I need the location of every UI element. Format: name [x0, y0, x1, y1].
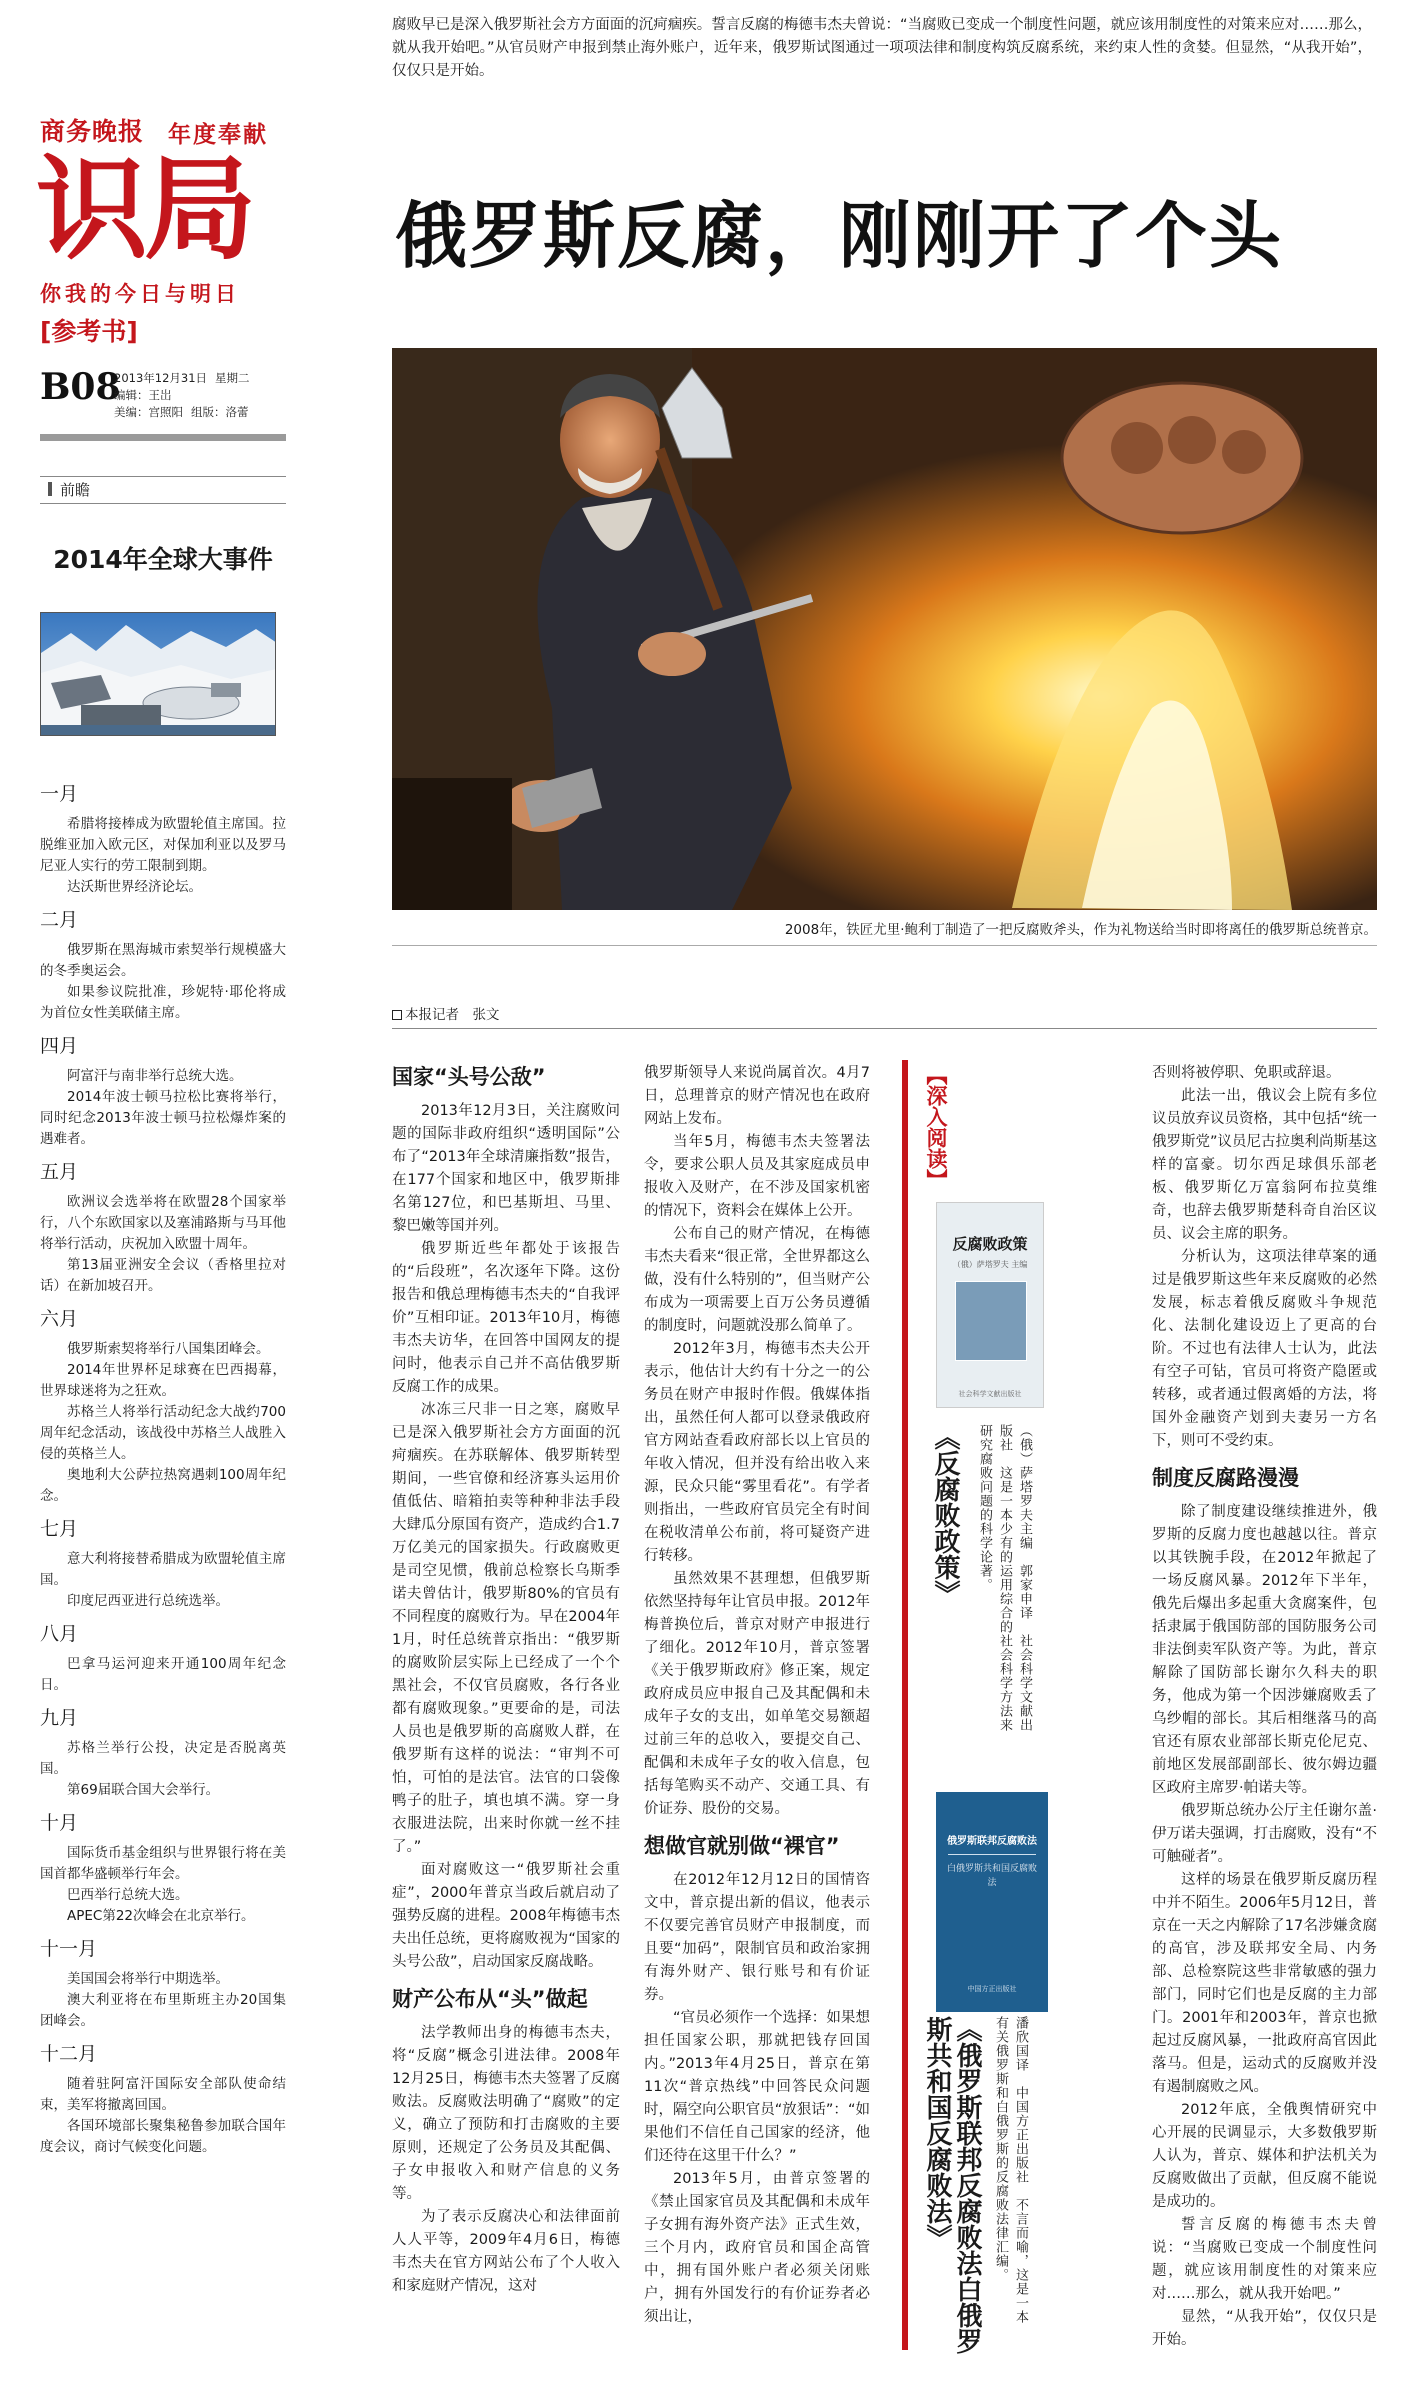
- sidebar-event: 澳大利亚将在布里斯班主办20国集团峰会。: [40, 1992, 286, 2029]
- sidebar-event: 苏格兰举行公投，决定是否脱离英国。: [40, 1740, 286, 1777]
- sidebar-month-heading: 八月: [40, 1623, 79, 1645]
- sidebar-event: 阿富汗与南非举行总统大选。: [67, 1068, 243, 1084]
- book2-cover-publisher: 中国方正出版社: [967, 1985, 1017, 1993]
- proofreader-credit: 组版：洛蕾: [191, 405, 249, 419]
- editor-credit: 编辑：王岀: [114, 388, 172, 402]
- article-paragraph: 2012年3月，梅德韦杰夫公开表示，他估计大约有十分之一的公务员在财产申报时作假。俄媒体指出，虽然任何人都可以登录俄政府官方网站查看政府部长以上官员的年收入情况，但并没有给出收入来源，民众只能“雾里看花”。有学者则指出，一些政府官员完全有时间在税收清单公布前，将可疑资产进行转移。: [644, 1341, 870, 1564]
- sidebar-header-label: 前瞻: [60, 481, 91, 499]
- book-cover-russian-anticorruption-law: [936, 1792, 1048, 2012]
- book1-cover-publisher: 社会科学文献出版社: [958, 1390, 1022, 1398]
- sidebar-month-heading: 一月: [40, 783, 79, 805]
- article-paragraph: 誓言反腐的梅德韦杰夫曾说：“当腐败已变成一个制度性问题，就应该用制度性的对策来应对……那么，就从我开始吧。”: [1152, 2217, 1377, 2302]
- sidebar-month-heading: 十月: [40, 1812, 79, 1834]
- book1-title: 《反腐败政策》: [930, 1424, 960, 1606]
- sidebar-month-heading: 六月: [40, 1308, 79, 1330]
- sidebar-event: 国际货币基金组织与世界银行将在美国首都华盛顿举行年会。: [40, 1845, 286, 1882]
- sidebar-event: 达沃斯世界经济论坛。: [67, 879, 202, 895]
- caption-divider: [392, 945, 1377, 946]
- article-paragraph: 分析认为，这项法律草案的通过是俄罗斯这些年来反腐败的必然发展，标志着俄反腐败斗争规范化、法制化建设迈上了更高的台阶。不过也有法律人士认为，此法有空子可钻，官员可将资产隐匿或转移，或者通过假离婚的方法，将国外金融资产划到夫妻另一方名下，则可不受约束。: [1152, 1249, 1377, 1449]
- article-subheading: 国家“头号公敌”: [392, 1065, 546, 1089]
- book2-title: 《俄罗斯联邦反腐败法白俄罗斯共和国反腐败法》: [922, 2016, 982, 2354]
- article-paragraph: 冰冻三尺非一日之寒，腐败早已是深入俄罗斯社会方方面面的沉疴痼疾。在苏联解体、俄罗斯转型期间，一些官僚和经济寡头运用价值低估、暗箱拍卖等种种非法手段大肆瓜分原国有资产，造成约合1.7万亿美元的国家损失。行政腐败更是司空见惯，俄前总检察长乌斯季诺夫曾估计，俄罗斯80%的官员有不同程度的腐败行为。早在2004年1月，时任总统普京指出：“俄罗斯的腐败阶层实际上已经成了一个个黑社会，不仅官员腐败，各行各业都有腐败现象。”更要命的是，司法人员也是俄罗斯的高腐败人群，在俄罗斯有这样的说法：“审判不可怕，可怕的是法官。法官的口袋像鸭子的肚子，填也填不满。穿一身衣服进法院，出来时你就一丝不挂了。”: [392, 1402, 620, 1855]
- article-paragraph: 面对腐败这一“俄罗斯社会重症”，2000年普京当政后就启动了强势反腐的进程。2008年梅德韦杰夫出任总统，更将腐败视为“国家的头号公敌”，启动国家反腐战略。: [392, 1862, 620, 1970]
- sidebar-event: 如果参议院批准，珍妮特·耶伦将成为首位女性美联储主席。: [40, 984, 286, 1021]
- masthead-divider: [40, 434, 286, 441]
- article-paragraph: 当年5月，梅德韦杰夫签署法令，要求公职人员及其家庭成员申报收入及财产，在不涉及国家机密的情况下，资料会在媒体上公开。: [644, 1134, 870, 1219]
- sidebar-event: 随着驻阿富汗国际安全部队使命结束，美军将撤离回国。: [40, 2076, 286, 2113]
- deep-reading-tag: 【深入阅读】: [924, 1064, 948, 1190]
- article-column-2: [644, 1062, 870, 2329]
- byline: [392, 1003, 500, 1023]
- main-photo: [392, 348, 1377, 910]
- section-tag: [参考书]: [40, 317, 138, 346]
- book1-cover-author: （俄）萨塔罗夫 主编: [952, 1260, 1028, 1269]
- designer-credit: 美编：宫照阳: [114, 405, 183, 419]
- sidebar-month-heading: 四月: [40, 1035, 79, 1057]
- article-paragraph: 此法一出，俄议会上院有多位议员放弃议员资格，其中包括“统一俄罗斯党”议员尼古拉奥利尚斯基这样的富豪。切尔西足球俱乐部老板、俄罗斯亿万富翁阿布拉莫维奇，也辞去俄罗斯楚科奇自治区议员、议会主席的职务。: [1152, 1088, 1378, 1242]
- article-paragraph: 虽然效果不甚理想，但俄罗斯依然坚持每年让官员申报。2012年梅普换位后，普京对财产申报进行了细化。2012年10月，普京签署《关于俄罗斯政府》修正案，规定政府成员应申报自己及其配偶和未成年子女的支出，如单笔交易额超过前三年的总收入，要提交自己、配偶和未成年子女的收入信息，包括每笔购买不动产、交通工具、有价证券、股份的交易。: [644, 1571, 870, 1817]
- article-intro: 腐败早已是深入俄罗斯社会方方面面的沉疴痼疾。誓言反腐的梅德韦杰夫曾说：“当腐败已变成一个制度性问题，就应该用制度性的对策来应对……那么，就从我开始吧。”从官员财产申报到禁止海外账户，近年来，俄罗斯试图通过一项项法律和制度构筑反腐系统，来约束人性的贪婪。但显然，“从我开始”，仅仅只是开始。: [392, 17, 1372, 79]
- sidebar-event-list: [40, 782, 286, 2158]
- article-subheading: 制度反腐路漫漫: [1152, 1466, 1299, 1490]
- sidebar-event: 俄罗斯在黑海城市索契举行规模盛大的冬季奥运会。: [40, 942, 286, 979]
- year-special-label: 年度奉献: [168, 122, 268, 148]
- sidebar-event: 俄罗斯索契将举行八国集团峰会。: [67, 1341, 270, 1357]
- article-paragraph: 这样的场景在俄罗斯反腐历程中并不陌生。2006年5月12日，普京在一天之内解除了17名涉嫌贪腐的高官，涉及联邦安全局、内务部、总检察院这些非常敏感的强力部门，同时它们也是反腐的主力部门。2001年和2003年，普京也掀起过反腐风暴，一批政府高官因此落马。但是，运动式的反腐败并没有遏制腐败之风。: [1152, 1872, 1377, 2095]
- column-slogan: 你我的今日与明日: [40, 282, 240, 306]
- sidebar-event: 巴拿马运河迎来开通100周年纪念日。: [40, 1656, 286, 1693]
- article-column-1: [392, 1062, 620, 2298]
- sidebar-event: 美国国会将举行中期选举。: [67, 1971, 229, 1987]
- sidebar-event: 第69届联合国大会举行。: [67, 1782, 220, 1798]
- sidebar-month-heading: 二月: [40, 909, 79, 931]
- page-meta: [114, 370, 258, 421]
- headline: 俄罗斯反腐，刚刚开了个头: [395, 193, 1284, 278]
- sidebar-event: 奥地利大公萨拉热窝遇刺100周年纪念。: [40, 1467, 286, 1504]
- sidebar-header-marker: [48, 482, 52, 496]
- book2-info: 潘欣国译 中国方正出版社 不言而喻，这是一本有关俄罗斯和白俄罗斯的反腐败法律汇编。: [993, 2016, 1028, 2324]
- article-paragraph: 除了制度建设继续推进外，俄罗斯的反腐力度也越越以往。普京以其铁腕手段，在2012年掀起了一场反腐风暴。2012年下半年，俄先后爆出多起重大贪腐案件，包括隶属于俄国防部的国防服务公司非法倒卖军队资产等。为此，普京解除了国防部长谢尔久科夫的职务，他成为第一个因涉嫌腐败丢了乌纱帽的部长。其后相继落马的高官还有原农业部部长斯克伦尼克、前地区发展部副部长、彼尔姆边疆区政府主席罗·帕诺夫等。: [1152, 1504, 1377, 1796]
- sidebar-event: 欧洲议会选举将在欧盟28个国家举行，八个东欧国家以及塞浦路斯与马耳他将举行活动，庆祝加入欧盟十周年。: [40, 1194, 286, 1252]
- byline-box-icon: [392, 1010, 402, 1020]
- sidebar-photo: [40, 612, 276, 736]
- sidebar-event: 各国环境部长聚集秘鲁参加联合国年度会议，商讨气候变化问题。: [40, 2118, 286, 2155]
- photo-caption: 2008年，铁匠尤里·鲍利丁制造了一把反腐败斧头，作为礼物送给当时即将离任的俄罗斯总统普京。: [784, 922, 1377, 938]
- article-subheading: 想做官就别做“裸官”: [644, 1834, 840, 1858]
- article-paragraph: 在2012年12月12日的国情咨文中，普京提出新的倡议，他表示不仅要完善官员财产申报制度，而且要“加码”，限制官员和政治家拥有海外财产、银行账号和有价证券。: [644, 1872, 870, 2003]
- sidebar-event: 苏格兰人将举行活动纪念大战约700周年纪念活动，该战役中苏格兰人战胜入侵的英格兰人。: [40, 1404, 286, 1462]
- sidebar-title: 2014年全球大事件: [53, 545, 273, 574]
- article-paragraph: 2013年5月，由普京签署的《禁止国家官员及其配偶和未成年子女拥有海外资产法》正式生效，三个月内，政府官员和国企高管中，拥有国外账户者必须关闭账户，拥有外国发行的有价证券者必须出让，: [644, 2171, 870, 2325]
- article-paragraph: 俄罗斯领导人来说尚属首次。4月7日，总理普京的财产情况也在政府网站上发布。: [644, 1065, 870, 1127]
- paper-logo: 商务晚报: [40, 117, 145, 146]
- book1-cover-title: 反腐败政策: [952, 1235, 1028, 1253]
- sidebar-month-heading: 十一月: [40, 1938, 98, 1960]
- sidebar-month-heading: 十二月: [40, 2043, 98, 2065]
- sidebar-event: 巴西举行总统大选。: [67, 1887, 189, 1903]
- book1-cover-art: [955, 1281, 1027, 1361]
- deep-reading-bar: [902, 1060, 908, 2350]
- byline-divider: [392, 1028, 1377, 1029]
- sidebar-header: [40, 476, 286, 504]
- book2-cover-rule: [948, 1854, 1036, 1855]
- article-paragraph: 俄罗斯近些年都处于该报告的“后段班”，名次逐年下降。这份报告和俄总理梅德韦杰夫的“自我评价”互相印证。2013年10月，梅德韦杰夫访华，在回答中国网友的提问时，他表示自己并不高估俄罗斯反腐工作的成果。: [392, 1241, 620, 1395]
- article-paragraph: 法学教师出身的梅德韦杰夫，将“反腐”概念引进法律。2008年12月25日，梅德韦杰夫签署了反腐败法。反腐败法明确了“腐败”的定义，确立了预防和打击腐败的主要原则，还规定了公务员及其配偶、子女申报收入和财产信息的义务等。: [392, 2025, 620, 2202]
- article-paragraph: 2012年底，全俄舆情研究中心开展的民调显示，大多数俄罗斯人认为，普京、媒体和护法机关为反腐败做出了贡献，但反腐不能说是成功的。: [1152, 2102, 1377, 2210]
- issue-weekday: 星期二: [215, 371, 250, 385]
- article-paragraph: 为了表示反腐决心和法律面前人人平等，2009年4月6日，梅德韦杰夫在官方网站公布了个人收入和家庭财产情况，这对: [392, 2209, 620, 2294]
- article-paragraph: 2013年12月3日，关注腐败问题的国际非政府组织“透明国际”公布了“2013年全球清廉指数”报告，在177个国家和地区中，俄罗斯排名第127位，和巴基斯坦、马里、黎巴嫩等国并列。: [392, 1103, 620, 1234]
- sidebar-event: 希腊将接棒成为欧盟轮值主席国。拉脱维亚加入欧元区，对保加利亚以及罗马尼亚人实行的劳工限制到期。: [40, 816, 286, 874]
- article-paragraph: 公布自己的财产情况，在梅德韦杰夫看来“很正常，全世界都这么做，没有什么特别的”，但当财产公布成为一项需要上百万公务员遵循的制度时，问题就没那么简单了。: [644, 1226, 870, 1334]
- sidebar-event: 2014年波士顿马拉松比赛将举行，同时纪念2013年波士顿马拉松爆炸案的遇难者。: [40, 1089, 286, 1147]
- sidebar-event: 意大利将接替希腊成为欧盟轮值主席国。: [40, 1551, 286, 1588]
- byline-text: 本报记者 张文: [405, 1007, 500, 1023]
- article-paragraph: 俄罗斯总统办公厅主任谢尔盖·伊万诺夫强调，打击腐败，没有“不可触碰者”。: [1152, 1803, 1378, 1865]
- sidebar-event: 印度尼西亚进行总统选举。: [67, 1593, 229, 1609]
- article-paragraph: “官员必须作一个选择：如果想担任国家公职，那就把钱存回国内。”2013年4月25日，普京在第11次“普京热线”中回答民众问题时，隔空向公职官员“放狠话”：“如果他们不信任自己国家的经济，他们还待在这里干什么？”: [644, 2010, 870, 2164]
- sidebar-month-heading: 七月: [40, 1518, 79, 1540]
- sidebar-event: 2014年世界杯足球赛在巴西揭幕，世界球迷将为之狂欢。: [40, 1362, 286, 1399]
- article-subheading: 财产公布从“头”做起: [392, 1987, 588, 2011]
- book1-info: （俄）萨塔罗夫主编 郭家申译 社会科学文献出版社 这是一本少有的运用综合的社会科学方法来研究腐败问题的科学论著。: [977, 1424, 1032, 1732]
- sidebar-month-heading: 九月: [40, 1707, 79, 1729]
- book2-cover-title: 俄罗斯联邦反腐败法: [947, 1836, 1037, 1847]
- article-paragraph: 显然，“从我开始”，仅仅只是开始。: [1152, 2309, 1377, 2348]
- article-column-4: [1152, 1062, 1377, 2352]
- sidebar-event: 第13届亚洲安全会议（香格里拉对话）在新加坡召开。: [40, 1257, 286, 1294]
- page-number: B08: [40, 366, 121, 408]
- sidebar-month-heading: 五月: [40, 1161, 79, 1183]
- book-cover-anticorruption-policy: [936, 1202, 1044, 1408]
- column-name: 识局: [36, 145, 252, 275]
- book2-cover-subtitle: 白俄罗斯共和国反腐败法: [946, 1864, 1037, 1888]
- issue-date: 2013年12月31日: [114, 371, 208, 385]
- sidebar-event: APEC第22次峰会在北京举行。: [67, 1908, 255, 1924]
- article-paragraph: 否则将被停职、免职或辞退。: [1152, 1065, 1341, 1081]
